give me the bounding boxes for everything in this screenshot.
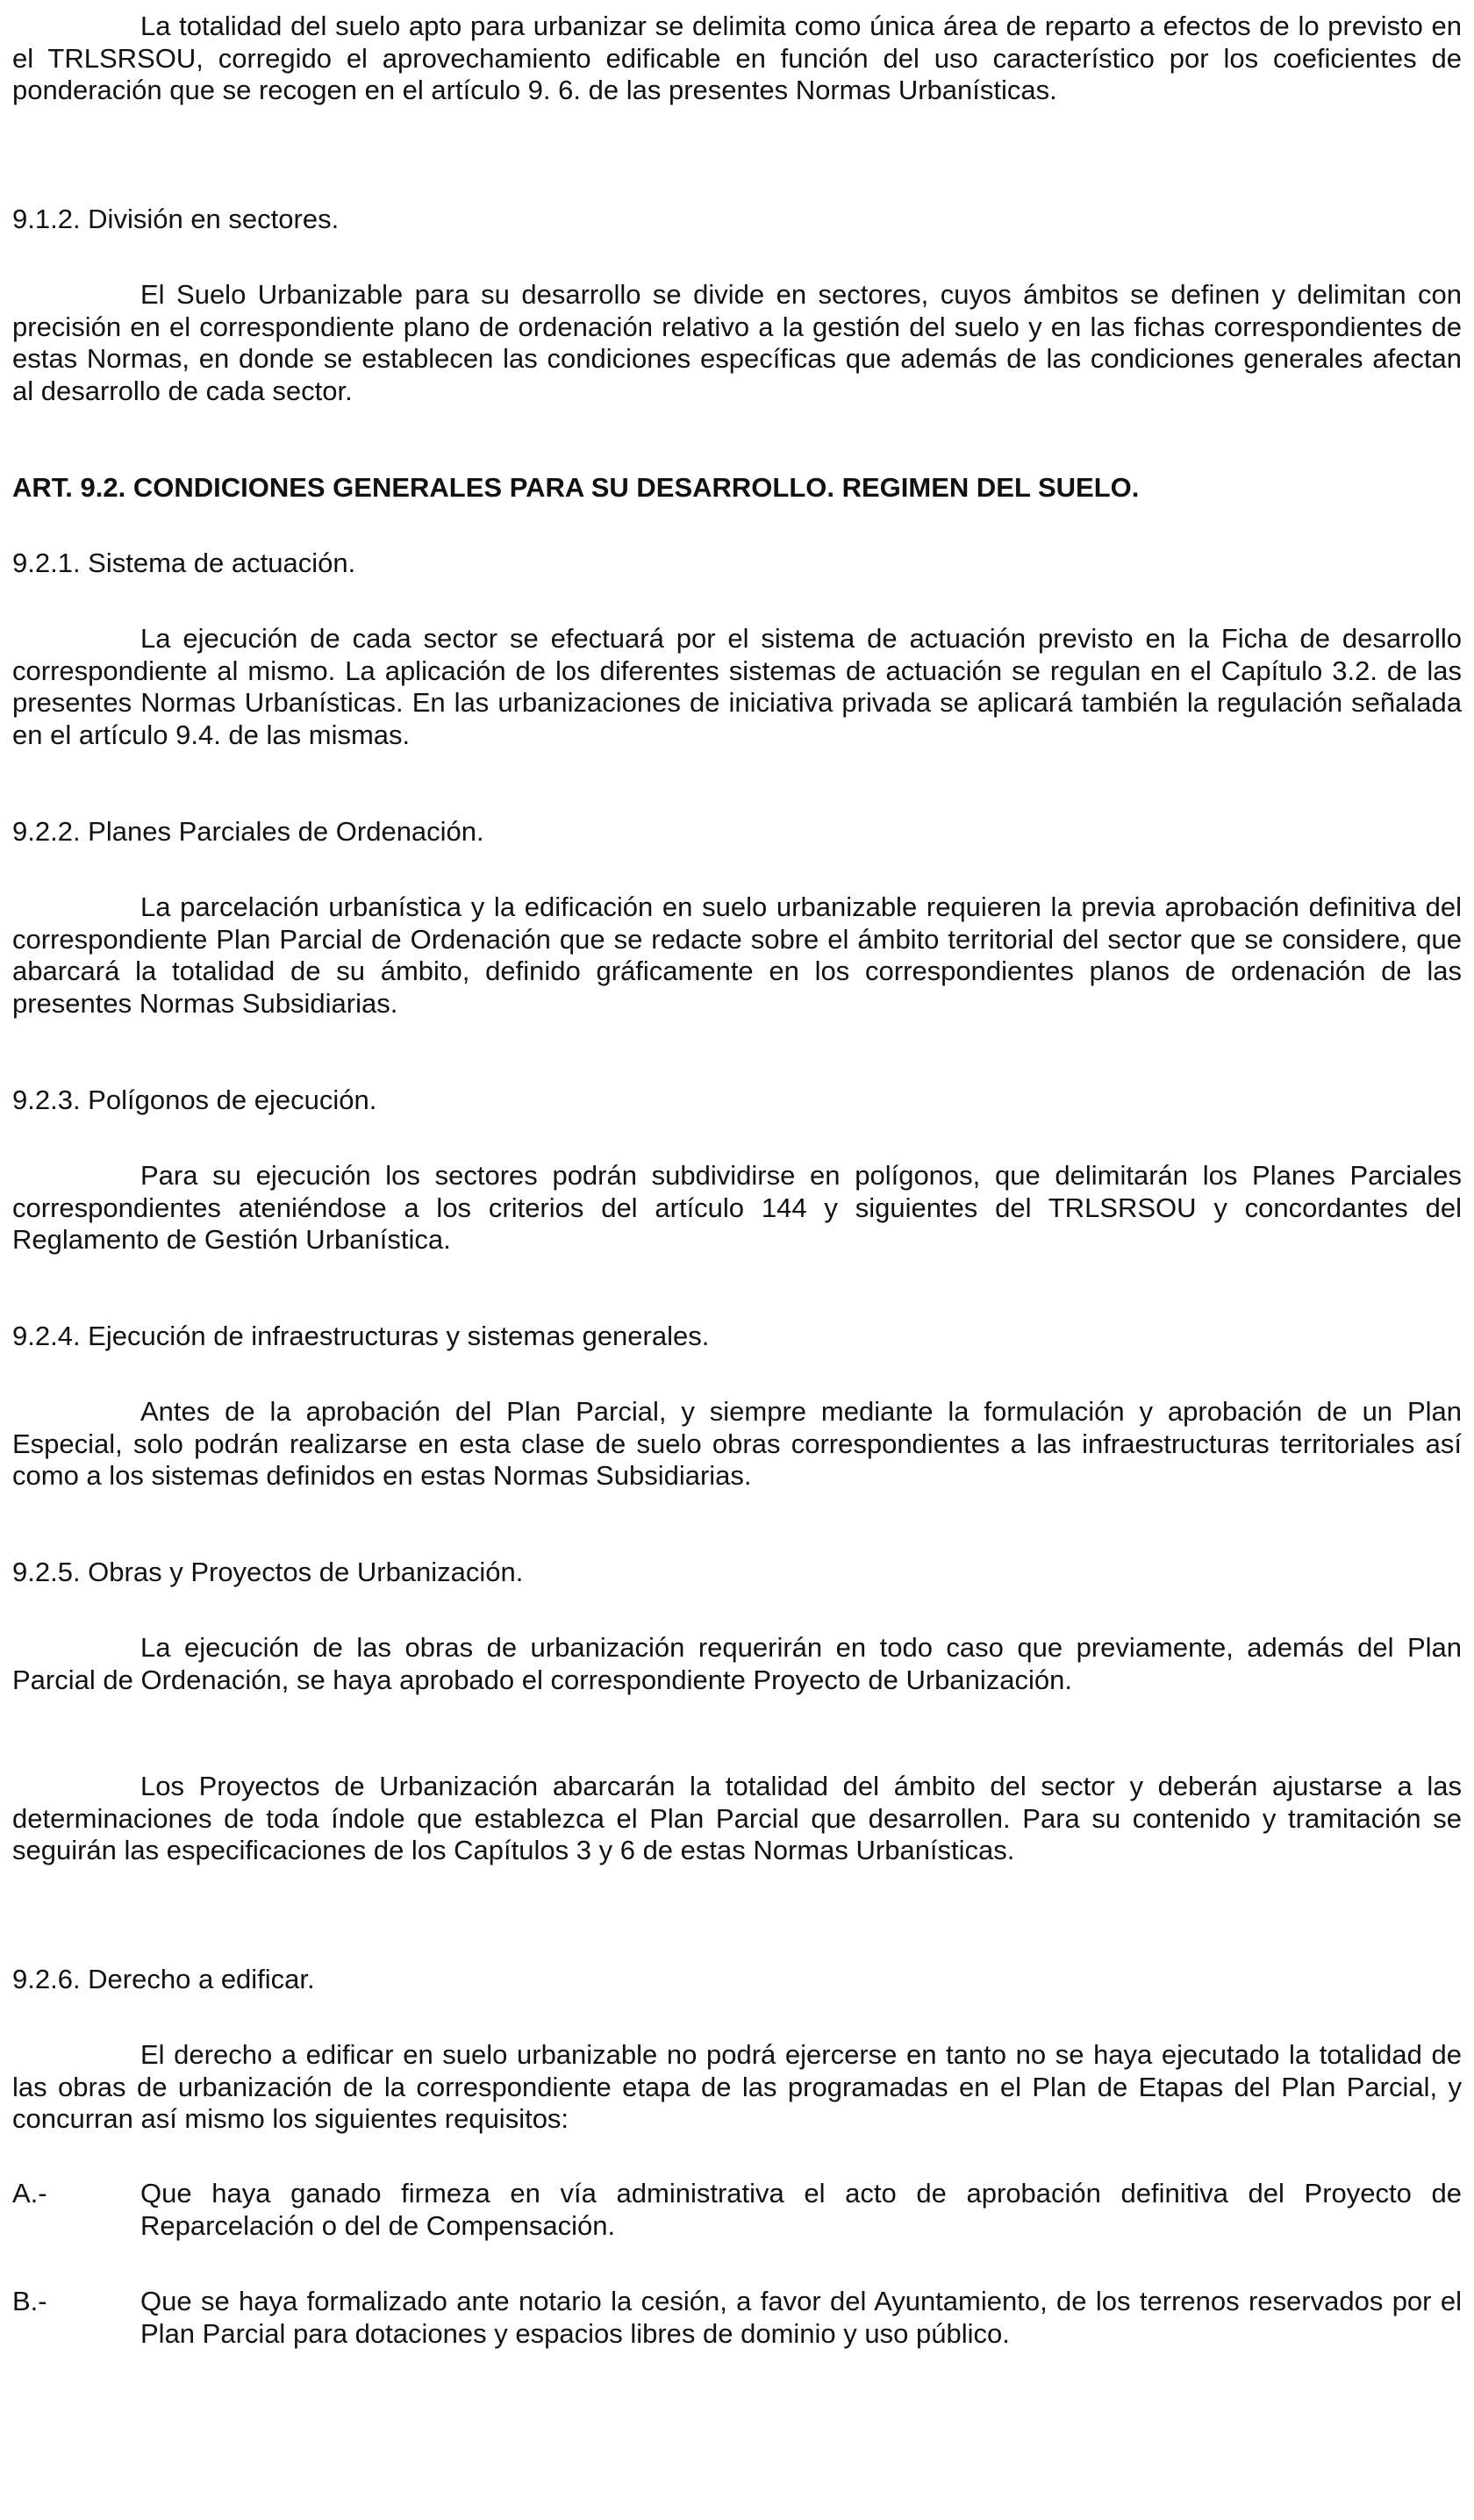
heading-9-2-5: 9.2.5. Obras y Proyectos de Urbanización.	[12, 1557, 524, 1587]
list-item-text: Que se haya formalizado ante notario la cesión, a favor del Ayuntamiento, de los terrenos reservados por el Plan Parcial para dotaciones y espacios libres de dominio y uso público.	[140, 2286, 1462, 2349]
list-item-label: B.-	[12, 2286, 47, 2316]
paragraph-9-1-2: El Suelo Urbanizable para su desarrollo se divide en sectores, cuyos ámbitos se definen y delimitan con precisión en el correspondiente plano de ordenación relativo a la gestión del suelo y en las fichas correspondientes de estas Normas, en donde se establecen las condiciones específicas que además de las condiciones generales afectan al desarrollo de cada sector.	[12, 279, 1462, 406]
paragraph-9-2-3: Para su ejecución los sectores podrán subdividirse en polígonos, que delimitarán los Planes Parciales correspondientes ateniéndose a los criterios del artículo 144 y siguientes del TRLSRSOU y concordantes del Reglamento de Gestión Urbanística.	[12, 1160, 1462, 1255]
paragraph-9-2-6: El derecho a edificar en suelo urbanizable no podrá ejercerse en tanto no se haya ejecutado la totalidad de las obras de urbanización de la correspondiente etapa de las programadas en el Plan de Etapas del Plan Parcial, y concurran así mismo los siguientes requisitos:	[12, 2039, 1462, 2134]
list-item-label: A.-	[12, 2178, 47, 2209]
article-9-2-title: ART. 9.2. CONDICIONES GENERALES PARA SU DESARROLLO. REGIMEN DEL SUELO.	[12, 472, 1140, 503]
heading-9-2-3: 9.2.3. Polígonos de ejecución.	[12, 1085, 377, 1115]
list-item-text: Que haya ganado firmeza en vía administrativa el acto de aprobación definitiva del Proyecto de Reparcelación o del de Compensación.	[140, 2178, 1462, 2241]
paragraph-9-2-2: La parcelación urbanística y la edificación en suelo urbanizable requieren la previa aprobación definitiva del correspondiente Plan Parcial de Ordenación que se redacte sobre el ámbito territorial del sector que se considere, que abarcará la totalidad de su ámbito, definido gráficamente en los correspondientes planos de ordenación de las presentes Normas Subsidiarias.	[12, 891, 1462, 1019]
paragraph-9-2-1: La ejecución de cada sector se efectuará por el sistema de actuación previsto en la Ficha de desarrollo correspondiente al mismo. La aplicación de los diferentes sistemas de actuación se regulan en el Capítulo 3.2. de las presentes Normas Urbanísticas. En las urbanizaciones de iniciativa privada se aplicará también la regulación señalada en el artículo 9.4. de las mismas.	[12, 623, 1462, 750]
paragraph-9-2-4: Antes de la aprobación del Plan Parcial, y siempre mediante la formulación y aprobación de un Plan Especial, solo podrán realizarse en esta clase de suelo obras correspondientes a las infraestructuras territoriales así como a los sistemas definidos en estas Normas Subsidiarias.	[12, 1396, 1462, 1491]
heading-9-1-2: 9.1.2. División en sectores.	[12, 204, 340, 234]
paragraph-9-2-5-b: Los Proyectos de Urbanización abarcarán la totalidad del ámbito del sector y deberán ajustarse a las determinaciones de toda índole que establezca el Plan Parcial que desarrollen. Para su contenido y tramitación se seguirán las especificaciones de los Capítulos 3 y 6 de estas Normas Urbanísticas.	[12, 1771, 1462, 1865]
list-item	[12, 2286, 1462, 2350]
paragraph-9-2-5-a: La ejecución de las obras de urbanización requerirán en todo caso que previamente, además del Plan Parcial de Ordenación, se haya aprobado el correspondiente Proyecto de Urbanización.	[12, 1632, 1462, 1695]
heading-9-2-6: 9.2.6. Derecho a edificar.	[12, 1964, 315, 1994]
list-item	[12, 2178, 1462, 2242]
heading-9-2-4: 9.2.4. Ejecución de infraestructuras y sistemas generales.	[12, 1321, 710, 1351]
heading-9-2-1: 9.2.1. Sistema de actuación.	[12, 548, 356, 578]
intro-paragraph: La totalidad del suelo apto para urbanizar se delimita como única área de reparto a efectos de lo previsto en el TRLSRSOU, corregido el aprovechamiento edificable en función del uso característico por los coeficientes de ponderación que se recogen en el artículo 9. 6. de las presentes Normas Urbanísticas.	[12, 11, 1462, 105]
heading-9-2-2: 9.2.2. Planes Parciales de Ordenación.	[12, 816, 484, 847]
